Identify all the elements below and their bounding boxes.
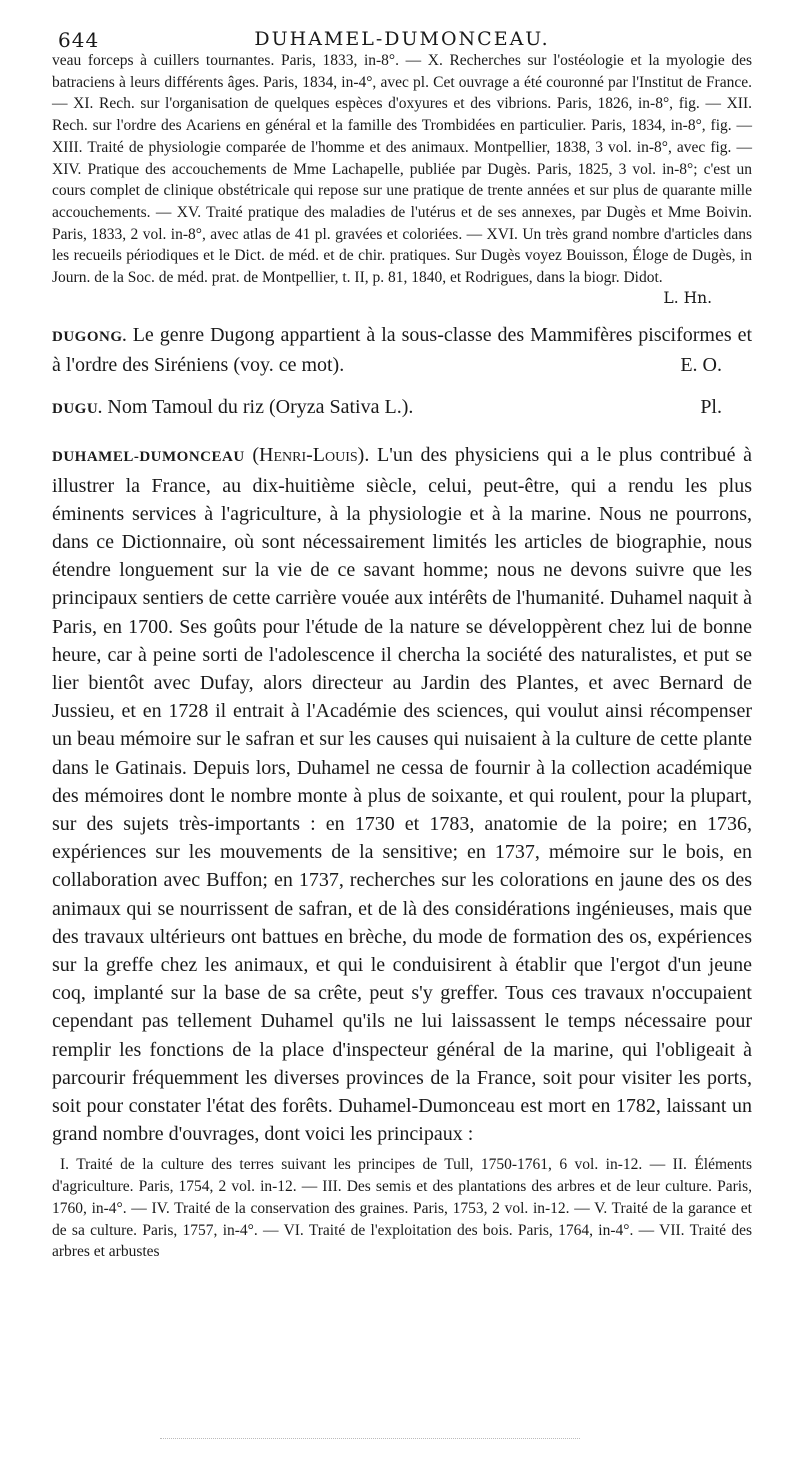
headword-dugong: DUGONG. [52, 328, 127, 345]
headword-given-names: (Henri-Louis). [252, 444, 370, 467]
footer-dotted-rule [160, 1438, 580, 1439]
entry-dugong [52, 321, 752, 379]
main-article-text: L'un des physiciens qui a le plus contribué à illustrer la France, au dix-huitième siècle, celui, peut-être, qui a rendu les plus éminents services à l'agriculture, à la physiologie et à la marine. Nous ne pourrons, dans ce Dictionnaire, où sont nécessairement limités les articles de biographie, nous étendre longuement sur la vie de ce savant homme; nous ne devons suivre que les principaux sentiers de cette carrière vouée aux intérêts de l'humanité. Duhamel naquit à Paris, en 1700. Ses goûts pour l'étude de la nature se développèrent chez lui de bonne heure, car à peine sorti de l'adolescence il chercha la société des naturalistes, et put se lier bientôt avec Dufay, alors directeur au Jardin des Plantes, et avec Bernard de Jussieu, et en 1728 il entrait à l'Académie des sciences, qui voulut ainsi récompenser un beau mémoire sur le safran et sur les causes qui nuisaient à la culture de cette plante dans le Gatinais. Depuis lors, Duhamel ne cessa de fournir à la collection académique des mémoires dont le nombre monte à plus de soixante, et qui roulent, pour la plupart, sur des sujets très-importants : en 1730 et 1783, anatomie de la poire; en 1736, expériences sur les mouvements de la sensitive; en 1737, mémoire sur le bois, en collaboration avec Buffon; en 1737, recherches sur les colorations en jaune des os des animaux qui se nourrissent de safran, et de là des considérations ingénieuses, mais que des travaux ultérieurs ont battues en brèche, du mode de formation des os, expériences sur la greffe chez les animaux, et qui le conduisirent à établir que l'ergot d'un jeune coq, implanté sur la base de sa crête, peut s'y greffer. Tous ces travaux n'occupaient cependant pas tellement Duhamel qu'ils ne lui laissassent le temps nécessaire pour remplir les fonctions de la place d'inspecteur général de la marine, qui l'obligeait à parcourir fréquemment les diverses provinces de la France, soit pour visiter les ports, soit pour constater l'état des forêts. Duhamel-Dumonceau est mort en 1782, laissant un grand nombre d'ouvrages, dont voici les principaux : [52, 444, 753, 1146]
entry-dugu-text: Nom Tamoul du riz (Oryza Sativa L.). [107, 396, 414, 419]
entry-dugong-signature: E. O. [680, 353, 722, 376]
spacer [52, 307, 752, 321]
running-head: DUHAMEL-DUMONCEAU. [254, 28, 550, 50]
entry-dugu-signature: Pl. [700, 396, 722, 419]
spacer [52, 423, 752, 437]
spacer [52, 379, 752, 393]
entry-duhamel-dumonceau [52, 441, 752, 1148]
previous-article-bibliography: veau forceps à cuillers tournantes. Paris, 1833, in-8°. — X. Recherches sur l'ostéologie et la myologie des batraciens à leurs différents âges. Paris, 1834, in-4°, avec pl. Cet ouvrage a été couronné par l'Institut de France. — XI. Rech. sur l'organisation de quelques espèces d'oxyures et des vibrions. Paris, 1826, in-8°, fig. — XII. Rech. sur l'ordre des Acariens en général et la famille des Trombidées en particulier. Paris, 1834, in-8°, fig. — XIII. Traité de physiologie comparée de l'homme et des animaux. Montpellier, 1838, 3 vol. in-8°, avec fig. — XIV. Pratique des accouchements de Mme Lachapelle, publiée par Dugès. Paris, 1825, 3 vol. in-8°; c'est un cours complet de clinique obstétricale qui repose sur une pratique de trente années et sur plus de quarante mille accouchements. — XV. Traité pratique des maladies de l'utérus et de ses annexes, par Dugès et Mme Boivin. Paris, 1833, 2 vol. in-8°, avec atlas de 41 pl. gravées et coloriées. — XVI. Un très grand nombre d'articles dans les recueils périodiques et le Dict. de méd. et de chir. pratiques. Sur Dugès voyez Bouisson, Éloge de Dugès, in Journ. de la Soc. de méd. prat. de Montpellier, t. II, p. 81, 1840, et Rodrigues, dans la biogr. Didot. [52, 52, 752, 287]
headword-dugu: DUGU. [52, 401, 103, 418]
dictionary-page [52, 22, 752, 1263]
headword-duhamel-dumonceau: DUHAMEL-DUMONCEAU [52, 449, 245, 466]
works-list: I. Traité de la culture des terres suivant les principes de Tull, 1750-1761, 6 vol. in-12. — II. Éléments d'agriculture. Paris, 1754, 2 vol. in-12. — III. Des semis et des plantations des arbres et de leur culture. Paris, 1760, in-4°. — IV. Traité de la conservation des graines. Paris, 1753, 2 vol. in-12. — V. Traité de la garance et de sa culture. Paris, 1757, in-4°. — VI. Traité de l'exploitation des bois. Paris, 1764, in-4°. — VII. Traité des arbres et arbustes [52, 1156, 752, 1261]
previous-article-signature: L. Hn. [663, 288, 712, 307]
entry-dugu [52, 393, 752, 423]
entry-dugong-text: Le genre Dugong appartient à la sous-classe des Mammifères pisciformes et à l'ordre des Siréniens (voy. ce mot). [52, 323, 753, 376]
page-number: 644 [58, 28, 100, 52]
page-header [52, 22, 752, 50]
